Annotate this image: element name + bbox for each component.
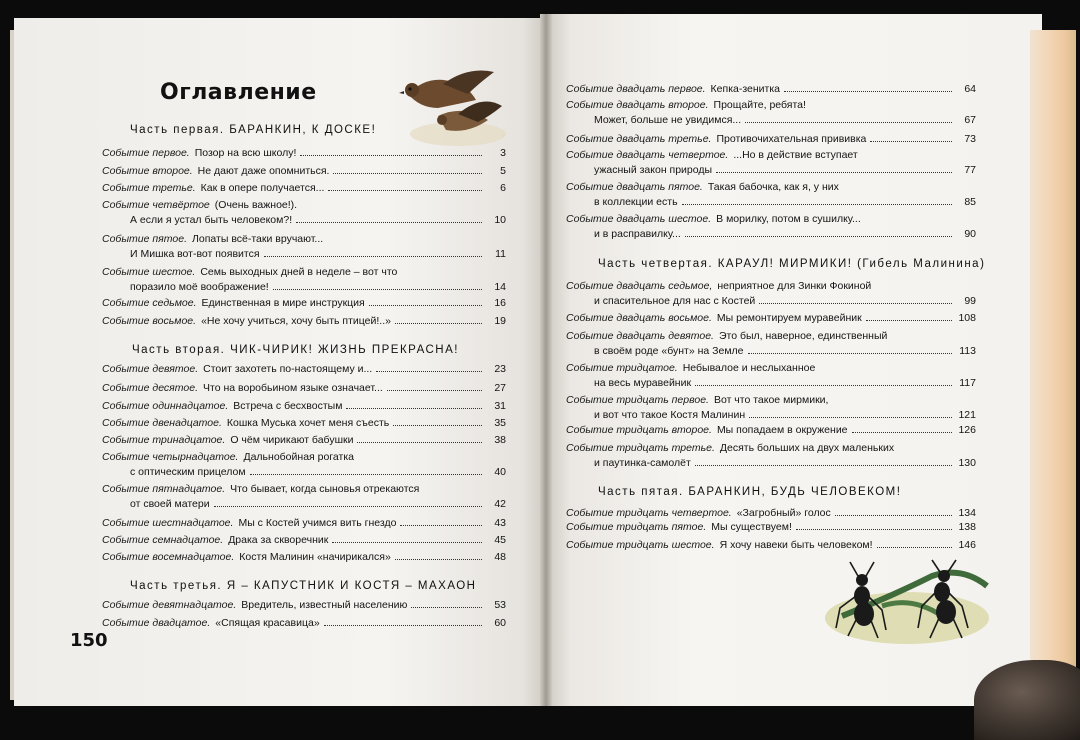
- entry-title: Костя Малинин «начирикался»: [239, 551, 391, 563]
- entry-title: О чём чирикают бабушки: [230, 434, 354, 446]
- toc-entry: [102, 399, 506, 414]
- leader-dots: [387, 390, 482, 391]
- toc-entry: [566, 393, 976, 423]
- entry-title: ...Но в действие вступает: [733, 149, 858, 161]
- entry-title: Лопаты всё-таки вручают...: [192, 233, 324, 245]
- entry-title: Что на воробьином языке означает...: [203, 382, 383, 394]
- event-label: Событие шестнадцатое.: [102, 517, 234, 529]
- toc-entry: [102, 164, 506, 179]
- toc-entry: [566, 98, 976, 128]
- entry-title: «Не хочу учиться, хочу быть птицей!..»: [201, 315, 391, 327]
- entry-page-number: 113: [959, 345, 976, 357]
- leader-dots: [748, 353, 952, 354]
- entry-title: Семь выходных дней в неделе – вот что: [200, 266, 398, 278]
- entry-title: в коллекции есть: [594, 196, 678, 208]
- entry-title: «Спящая красавица»: [215, 617, 320, 629]
- toc-entry: [102, 516, 506, 531]
- entry-page-number: 38: [494, 434, 506, 446]
- entry-title: Кепка-зенитка: [710, 83, 781, 95]
- toc-entry: [102, 181, 506, 196]
- entry-title: неприятное для Зинки Фокиной: [717, 280, 872, 292]
- leader-dots: [749, 417, 952, 418]
- page-title: Оглавление: [160, 80, 317, 105]
- entry-page-number: 40: [494, 466, 506, 478]
- leader-dots: [369, 305, 482, 306]
- toc-entry: [566, 180, 976, 210]
- entry-title: с оптическим прицелом: [130, 466, 246, 478]
- event-label: Событие тридцать шестое.: [566, 539, 715, 551]
- event-label: Событие тринадцатое.: [102, 434, 226, 446]
- entry-title: Может, больше не увидимся...: [594, 114, 742, 126]
- entry-title: и вот что такое Костя Малинин: [594, 409, 746, 421]
- leader-dots: [395, 559, 482, 560]
- entry-page-number: 99: [964, 295, 976, 307]
- part-title: БАРАНКИН, БУДЬ ЧЕЛОВЕКОМ!: [688, 486, 902, 498]
- event-label: Событие шестое.: [102, 266, 196, 278]
- entry-page-number: 60: [494, 617, 506, 629]
- toc-entry: [102, 598, 506, 613]
- toc-entry: [566, 441, 976, 471]
- entry-title: Встреча с бесхвостым: [233, 400, 343, 412]
- toc-entry: [102, 314, 506, 329]
- toc-entry: [102, 482, 506, 512]
- entry-title: А если я устал быть человеком?!: [130, 214, 293, 226]
- toc-entry: [566, 311, 976, 326]
- event-label: Событие двадцать восьмое.: [566, 312, 712, 324]
- leader-dots: [784, 91, 952, 92]
- leader-dots: [300, 155, 482, 156]
- entry-page-number: 10: [494, 214, 506, 226]
- toc-entry: [102, 381, 506, 396]
- entry-page-number: 45: [494, 534, 506, 546]
- leader-dots: [745, 122, 952, 123]
- entry-title: Десять больших на двух маленьких: [719, 442, 895, 454]
- entry-title: «Загробный» голос: [736, 507, 831, 519]
- leader-dots: [400, 525, 482, 526]
- entry-page-number: 6: [500, 182, 506, 194]
- event-label: Событие десятое.: [102, 382, 199, 394]
- toc-entry: [102, 533, 506, 548]
- toc-entry: [566, 148, 976, 178]
- leader-dots: [870, 141, 952, 142]
- entry-title: Прощайте, ребята!: [713, 99, 806, 111]
- entry-title: Как в опере получается...: [200, 182, 325, 194]
- entry-page-number: 117: [959, 377, 976, 389]
- part-heading: [598, 486, 901, 498]
- leader-dots: [835, 515, 952, 516]
- thumb: [974, 660, 1080, 740]
- entry-title: Противочихательная прививка: [716, 133, 867, 145]
- toc-entry: [102, 146, 506, 161]
- entry-title: и в расправилку...: [594, 228, 681, 240]
- toc-entry: [566, 279, 976, 309]
- event-label: Событие двенадцатое.: [102, 417, 222, 429]
- entry-page-number: 27: [494, 382, 506, 394]
- event-label: Событие двадцать первое.: [566, 83, 706, 95]
- event-label: Событие второе.: [102, 165, 193, 177]
- entry-page-number: 67: [964, 114, 976, 126]
- entry-title: поразило моё воображение!: [130, 281, 269, 293]
- toc-entry: [566, 538, 976, 553]
- toc-entry: [566, 361, 976, 391]
- event-label: Событие тридцатое.: [566, 362, 678, 374]
- event-label: Событие семнадцатое.: [102, 534, 224, 546]
- event-label: Событие двадцать девятое.: [566, 330, 714, 342]
- leader-dots: [250, 474, 482, 475]
- entry-page-number: 35: [494, 417, 506, 429]
- entry-page-number: 53: [494, 599, 506, 611]
- part-heading: [132, 344, 459, 356]
- entry-page-number: 42: [494, 498, 506, 510]
- entry-page-number: 3: [500, 147, 506, 159]
- toc-entry: [102, 433, 506, 448]
- entry-page-number: 108: [958, 312, 976, 324]
- sparrow-illustration: [398, 64, 508, 148]
- leader-dots: [682, 204, 952, 205]
- part-label: Часть пятая.: [598, 486, 684, 498]
- entry-page-number: 146: [958, 539, 976, 551]
- leader-dots: [357, 442, 482, 443]
- leader-dots: [685, 236, 952, 237]
- entry-page-number: 48: [494, 551, 506, 563]
- event-label: Событие девятнадцатое.: [102, 599, 237, 611]
- toc-entry: [102, 232, 506, 262]
- event-label: Событие двадцать седьмое,: [566, 280, 713, 292]
- entry-title: Я хочу навеки быть человеком!: [719, 539, 873, 551]
- entry-title: от своей матери: [130, 498, 210, 510]
- entry-title: В морилку, потом в сушилку...: [716, 213, 861, 225]
- toc-entry: [566, 506, 976, 521]
- entry-title: Дальнобойная рогатка: [243, 451, 354, 463]
- entry-title: Это был, наверное, единственный: [718, 330, 888, 342]
- entry-title: и паутинка-самолёт: [594, 457, 691, 469]
- leader-dots: [273, 289, 482, 290]
- toc-entry: [566, 520, 976, 535]
- leader-dots: [796, 529, 952, 530]
- entry-title: Небывалое и неслыханное: [682, 362, 816, 374]
- leader-dots: [296, 222, 482, 223]
- entry-title: Вредитель, известный населению: [241, 599, 408, 611]
- entry-page-number: 90: [964, 228, 976, 240]
- part-title: КАРАУЛ! МИРМИКИ! (Гибель Малинина): [717, 258, 986, 270]
- entry-page-number: 77: [964, 164, 976, 176]
- entry-page-number: 73: [964, 133, 976, 145]
- part-label: Часть третья.: [130, 580, 223, 592]
- leader-dots: [411, 607, 482, 608]
- entry-title: Такая бабочка, как я, у них: [707, 181, 839, 193]
- toc-entry: [566, 82, 976, 97]
- leader-dots: [346, 408, 482, 409]
- entry-page-number: 43: [494, 517, 506, 529]
- page-number: 150: [70, 630, 108, 651]
- toc-entry: [102, 550, 506, 565]
- ants-illustration: [822, 556, 992, 646]
- event-label: Событие двадцать второе.: [566, 99, 709, 111]
- leader-dots: [214, 506, 482, 507]
- entry-title: Что бывает, когда сыновья отрекаются: [230, 483, 420, 495]
- entry-page-number: 134: [958, 507, 976, 519]
- entry-page-number: 19: [494, 315, 506, 327]
- part-title: БАРАНКИН, К ДОСКЕ!: [229, 124, 377, 136]
- event-label: Событие тридцать третье.: [566, 442, 715, 454]
- entry-title: Не дают даже опомниться.: [197, 165, 330, 177]
- toc-entry: [566, 212, 976, 242]
- event-label: Событие пятнадцатое.: [102, 483, 226, 495]
- entry-page-number: 5: [500, 165, 506, 177]
- entry-title: Стоит захотеть по-настоящему и...: [203, 363, 373, 375]
- leader-dots: [332, 542, 482, 543]
- leader-dots: [759, 303, 952, 304]
- toc-entry: [566, 423, 976, 438]
- leader-dots: [716, 172, 952, 173]
- event-label: Событие третье.: [102, 182, 196, 194]
- entry-title: Мы попадаем в окружение: [716, 424, 848, 436]
- event-label: Событие девятое.: [102, 363, 199, 375]
- event-label: Событие тридцать четвертое.: [566, 507, 732, 519]
- entry-page-number: 130: [958, 457, 976, 469]
- event-label: Событие тридцать пятое.: [566, 521, 707, 533]
- event-label: Событие двадцать третье.: [566, 133, 712, 145]
- entry-title: и спасительное для нас с Костей: [594, 295, 756, 307]
- entry-title: Единственная в мире инструкция: [201, 297, 365, 309]
- toc-entry: [102, 450, 506, 480]
- toc-entry: [102, 296, 506, 311]
- leader-dots: [328, 190, 482, 191]
- leader-dots: [395, 323, 482, 324]
- part-title: ЧИК-ЧИРИК! ЖИЗНЬ ПРЕКРАСНА!: [230, 344, 459, 356]
- entry-title: в своём роде «бунт» на Земле: [594, 345, 744, 357]
- entry-page-number: 23: [494, 363, 506, 375]
- leader-dots: [333, 173, 482, 174]
- event-label: Событие тридцать второе.: [566, 424, 712, 436]
- event-label: Событие двадцать четвертое.: [566, 149, 729, 161]
- leader-dots: [324, 625, 482, 626]
- entry-title: ужасный закон природы: [594, 164, 713, 176]
- leader-dots: [695, 465, 952, 466]
- toc-entry: [102, 265, 506, 295]
- event-label: Событие четырнадцатое.: [102, 451, 239, 463]
- part-heading: [130, 124, 376, 136]
- part-title: Я – КАПУСТНИК И КОСТЯ – МАХАОН: [226, 580, 477, 592]
- event-label: Событие пятое.: [102, 233, 188, 245]
- page-edge-right: [1030, 30, 1076, 690]
- part-heading: [598, 258, 985, 270]
- toc-entry: [566, 132, 976, 147]
- leader-dots: [877, 547, 952, 548]
- toc-entry: [102, 198, 506, 228]
- entry-page-number: 16: [494, 297, 506, 309]
- toc-entry: [566, 329, 976, 359]
- entry-title: Драка за скворечник: [228, 534, 329, 546]
- toc-entry: [102, 616, 506, 631]
- entry-title: Позор на всю школу!: [194, 147, 297, 159]
- leader-dots: [376, 371, 482, 372]
- entry-title: Мы ремонтируем муравейник: [716, 312, 862, 324]
- leader-dots: [695, 385, 952, 386]
- entry-page-number: 126: [958, 424, 976, 436]
- event-label: Событие седьмое.: [102, 297, 197, 309]
- leader-dots: [852, 432, 952, 433]
- part-label: Часть четвертая.: [598, 258, 714, 270]
- event-label: Событие восьмое.: [102, 315, 197, 327]
- entry-title: (Очень важное!).: [214, 199, 298, 211]
- event-label: Событие восемнадцатое.: [102, 551, 235, 563]
- event-label: Событие двадцать пятое.: [566, 181, 703, 193]
- entry-title: Мы с Костей учимся вить гнездо: [238, 517, 397, 529]
- entry-title: Мы существуем!: [711, 521, 792, 533]
- event-label: Событие четвёртое: [102, 199, 210, 211]
- entry-title: И Мишка вот-вот появится: [130, 248, 260, 260]
- part-heading: [130, 580, 477, 592]
- entry-page-number: 85: [964, 196, 976, 208]
- leader-dots: [866, 320, 952, 321]
- toc-entry: [102, 416, 506, 431]
- entry-title: Кошка Муська хочет меня съесть: [226, 417, 390, 429]
- part-label: Часть вторая.: [132, 344, 226, 356]
- entry-page-number: 31: [494, 400, 506, 412]
- entry-page-number: 11: [495, 248, 506, 260]
- event-label: Событие двадцать шестое.: [566, 213, 712, 225]
- entry-title: Вот что такое мирмики,: [713, 394, 829, 406]
- event-label: Событие тридцать первое.: [566, 394, 709, 406]
- toc-entry: [102, 362, 506, 377]
- event-label: Событие одиннадцатое.: [102, 400, 229, 412]
- leader-dots: [393, 425, 482, 426]
- event-label: Событие первое.: [102, 147, 190, 159]
- entry-page-number: 64: [964, 83, 976, 95]
- event-label: Событие двадцатое.: [102, 617, 211, 629]
- entry-page-number: 121: [958, 409, 976, 421]
- book-gutter: [540, 14, 552, 706]
- part-label: Часть первая.: [130, 124, 225, 136]
- entry-title: на весь муравейник: [594, 377, 692, 389]
- entry-page-number: 14: [494, 281, 506, 293]
- entry-page-number: 138: [958, 521, 976, 533]
- leader-dots: [264, 256, 482, 257]
